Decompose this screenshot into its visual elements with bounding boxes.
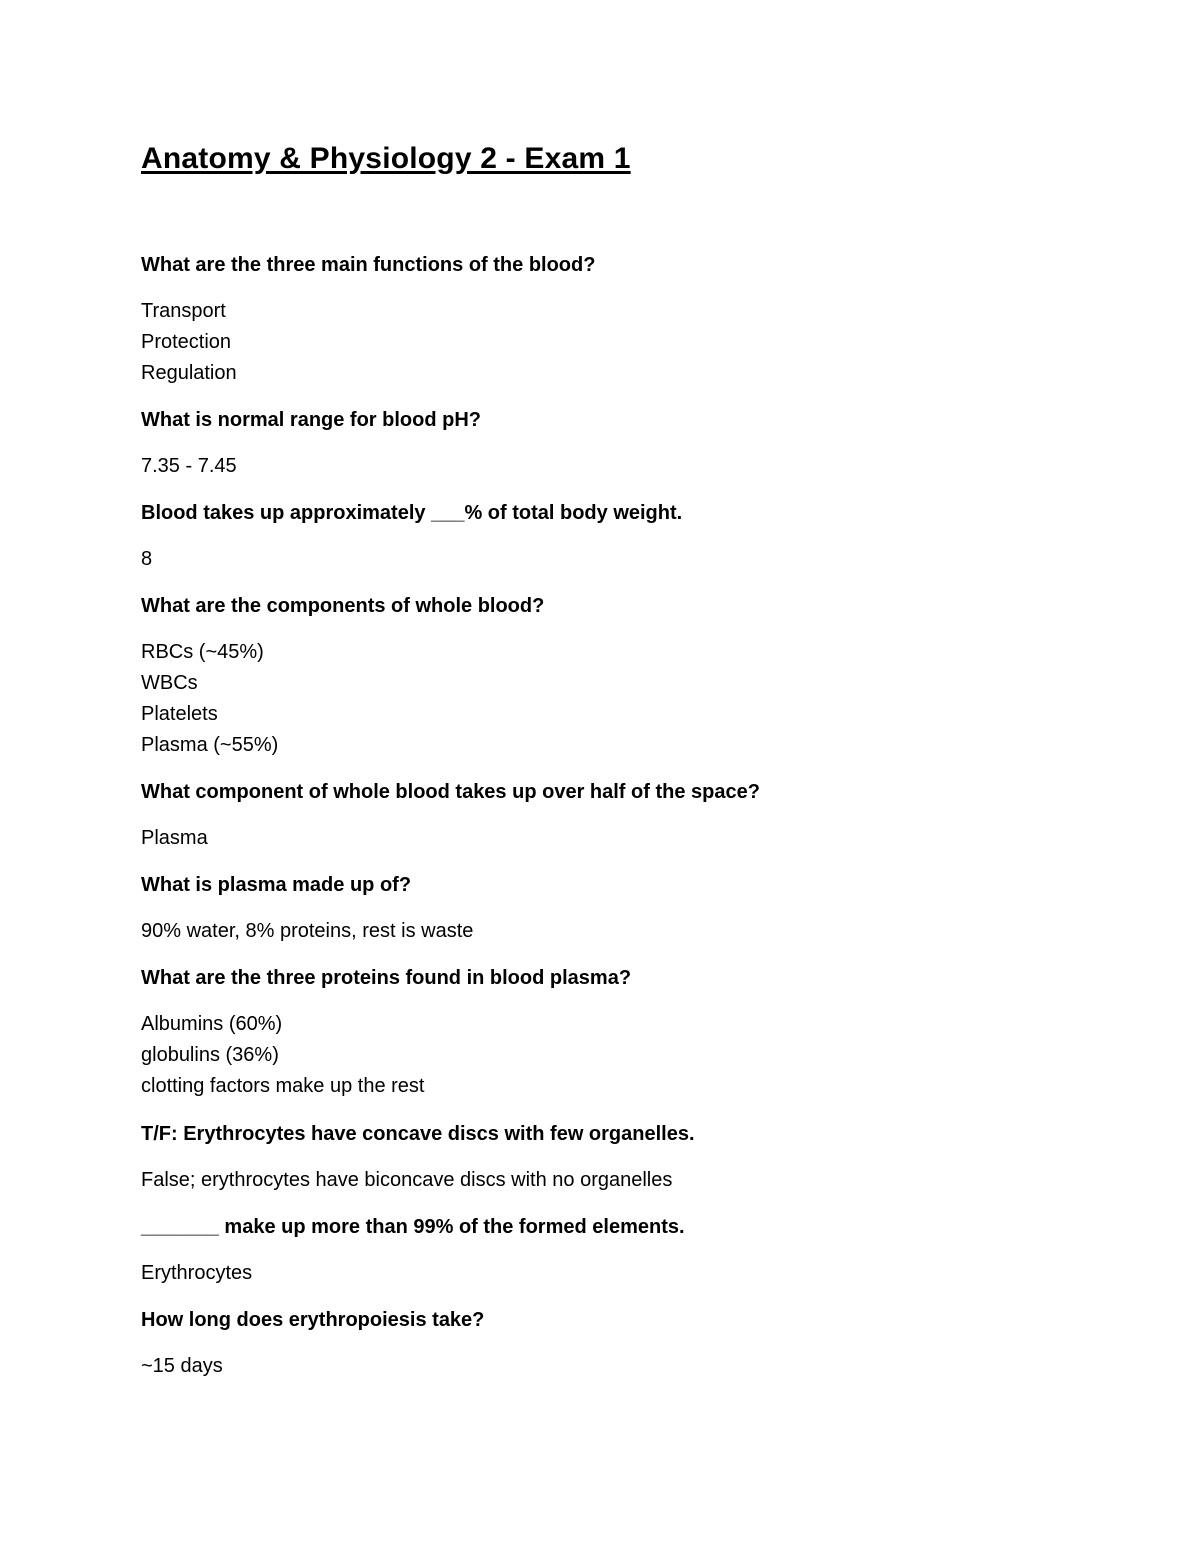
document-title: Anatomy & Physiology 2 - Exam 1 bbox=[141, 142, 631, 175]
answer-line: RBCs (~45%) bbox=[141, 641, 264, 663]
answer-list bbox=[141, 640, 278, 764]
answer-list bbox=[141, 1168, 672, 1199]
qa-item-8 bbox=[141, 1122, 1101, 1191]
qa-item-3 bbox=[141, 501, 1101, 570]
question-text: T/F: Erythrocytes have concave discs with few organelles. bbox=[141, 1123, 695, 1145]
question-text: How long does erythropoiesis take? bbox=[141, 1309, 485, 1331]
answer-line: 90% water, 8% proteins, rest is waste bbox=[141, 920, 474, 942]
answer-list bbox=[141, 1354, 223, 1385]
question-text: What is normal range for blood pH? bbox=[141, 409, 481, 431]
qa-item-4 bbox=[141, 594, 1101, 756]
answer-line: Plasma bbox=[141, 827, 208, 849]
answer-line: 8 bbox=[141, 548, 153, 570]
answer-list bbox=[141, 826, 208, 857]
question-text: What are the three main functions of the blood? bbox=[141, 254, 596, 276]
qa-item-2 bbox=[141, 408, 1101, 477]
question-text: What are the components of whole blood? bbox=[141, 595, 545, 617]
qa-item-10 bbox=[141, 1308, 1101, 1377]
answer-line: Erythrocytes bbox=[141, 1262, 253, 1284]
answer-line: Protection bbox=[141, 331, 232, 353]
answer-line: False; erythrocytes have biconcave discs with no organelles bbox=[141, 1169, 673, 1191]
answer-line: 7.35 - 7.45 bbox=[141, 455, 237, 477]
answer-line: Platelets bbox=[141, 703, 218, 725]
answer-list bbox=[141, 299, 237, 392]
answer-list bbox=[141, 547, 152, 578]
answer-list bbox=[141, 919, 473, 950]
question-text: What are the three proteins found in blood plasma? bbox=[141, 967, 632, 989]
answer-list bbox=[141, 454, 237, 485]
question-text: What component of whole blood takes up over half of the space? bbox=[141, 781, 760, 803]
qa-item-7 bbox=[141, 966, 1101, 1097]
qa-item-1 bbox=[141, 253, 1101, 384]
answer-line: Transport bbox=[141, 300, 226, 322]
answer-line: globulins (36%) bbox=[141, 1044, 279, 1066]
answer-list bbox=[141, 1261, 252, 1292]
question-text: What is plasma made up of? bbox=[141, 874, 412, 896]
question-text: Blood takes up approximately ___% of total body weight. bbox=[141, 502, 683, 524]
qa-item-6 bbox=[141, 873, 1101, 942]
qa-item-5 bbox=[141, 780, 1101, 849]
answer-line: ~15 days bbox=[141, 1355, 223, 1377]
answer-line: clotting factors make up the rest bbox=[141, 1075, 425, 1097]
answer-line: WBCs bbox=[141, 672, 198, 694]
answer-line: Regulation bbox=[141, 362, 237, 384]
question-text: _______ make up more than 99% of the formed elements. bbox=[141, 1216, 685, 1238]
answer-list bbox=[141, 1012, 424, 1105]
answer-line: Albumins (60%) bbox=[141, 1013, 283, 1035]
qa-item-9 bbox=[141, 1215, 1101, 1284]
answer-line: Plasma (~55%) bbox=[141, 734, 279, 756]
